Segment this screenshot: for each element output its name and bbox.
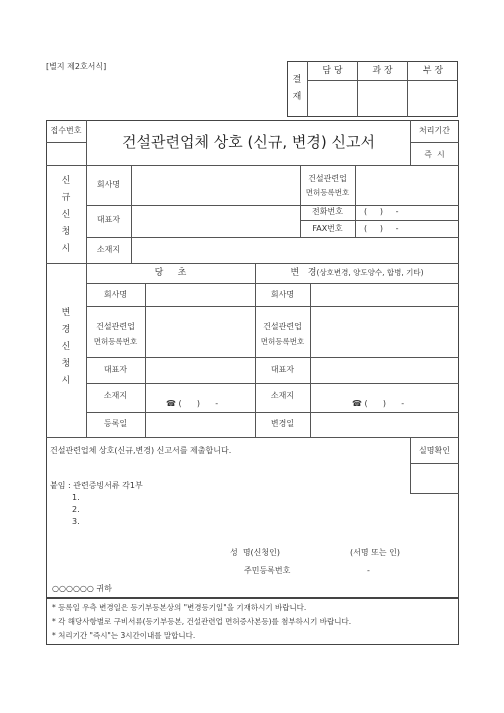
note-2: * 각 해당사항별로 구비서류(등기부등본, 건설관련업 면허증사본등)를 첨부하시기 바랍니다. bbox=[52, 617, 352, 626]
attachment-item-1: 1. bbox=[72, 493, 80, 502]
approval-sign-staff[interactable] bbox=[308, 81, 356, 116]
applicant-name-field[interactable] bbox=[290, 545, 346, 559]
new-fax-label: FAX번호 bbox=[312, 224, 343, 233]
after-company-label: 회사명 bbox=[270, 290, 295, 299]
new-phone-label: 전화번호 bbox=[312, 207, 343, 216]
approval-col-manager: 과 장 bbox=[372, 66, 393, 76]
change-after-header bbox=[255, 269, 459, 278]
new-company-field[interactable] bbox=[132, 166, 299, 204]
change-date-field[interactable] bbox=[311, 413, 458, 436]
approval-side-label: 결 재 bbox=[292, 75, 302, 102]
change-after-label: 변 경 bbox=[290, 268, 317, 278]
before-company-field[interactable] bbox=[146, 284, 254, 305]
after-company-field[interactable] bbox=[311, 284, 458, 305]
new-license-label bbox=[300, 172, 355, 200]
new-rep-field[interactable] bbox=[132, 206, 299, 236]
new-fax-value[interactable]: ( ) - bbox=[364, 224, 399, 233]
recipient-label: ○○○○○○ 귀하 bbox=[52, 584, 112, 593]
before-company-label: 회사명 bbox=[103, 290, 128, 299]
after-license-field[interactable] bbox=[311, 307, 458, 356]
attachment-item-2: 2. bbox=[72, 505, 80, 514]
resident-no-value[interactable]: - bbox=[367, 566, 370, 575]
new-license-field[interactable] bbox=[356, 166, 458, 204]
processing-period-value: 즉 시 bbox=[424, 150, 445, 159]
receipt-no-field[interactable] bbox=[47, 143, 85, 164]
resident-no-label: 주민등록번호 bbox=[244, 566, 291, 575]
sign-or-seal-note: (서명 또는 인) bbox=[350, 548, 400, 557]
approval-col-director: 부 장 bbox=[422, 66, 444, 76]
before-rep-label: 대표자 bbox=[103, 365, 128, 374]
after-license-label bbox=[255, 319, 310, 349]
note-1: * 등록일 우측 변경일은 등기부등본상의 "변경등기일"을 기재하시기 바랍니다. bbox=[52, 603, 307, 612]
reg-date-label: 등록일 bbox=[103, 419, 128, 428]
after-rep-field[interactable] bbox=[311, 358, 458, 382]
new-rep-label: 대표자 bbox=[96, 215, 121, 224]
change-after-note: (상호변경, 양도양수, 합병, 기타) bbox=[316, 268, 424, 277]
approval-col-staff: 담 당 bbox=[322, 66, 343, 76]
receipt-no-label: 접수번호 bbox=[50, 126, 82, 135]
before-phone-value[interactable]: ☎ ( ) - bbox=[166, 399, 219, 408]
form-title: 건설관련업체 상호 (신규, 변경) 신고서 bbox=[122, 133, 375, 151]
before-license-label-line1: 건설관련업 bbox=[96, 322, 135, 331]
note-3: * 처리기간 "즉시"는 3시간이내를 말합니다. bbox=[52, 631, 196, 640]
new-phone-value[interactable]: ( ) - bbox=[364, 207, 399, 216]
approval-sign-director[interactable] bbox=[408, 81, 457, 116]
processing-period-label: 처리기간 bbox=[419, 126, 450, 135]
approval-sign-manager[interactable] bbox=[358, 81, 406, 116]
change-date-label: 변경일 bbox=[270, 419, 295, 428]
declaration-statement: 건설관련업체 상호(신규,변경) 신고서를 제출합니다. bbox=[50, 446, 232, 455]
before-address-label: 소재지 bbox=[103, 391, 128, 400]
reg-date-field[interactable] bbox=[146, 413, 254, 436]
real-name-verify-label: 실명확인 bbox=[419, 446, 450, 455]
after-phone-value[interactable]: ☎ ( ) - bbox=[352, 399, 405, 408]
before-license-label bbox=[86, 319, 145, 349]
change-before-header: 당 초 bbox=[154, 268, 187, 278]
after-license-label-line1: 건설관련업 bbox=[263, 322, 302, 331]
after-rep-label: 대표자 bbox=[270, 365, 295, 374]
before-license-label-line2: 면허등록번호 bbox=[93, 337, 138, 346]
after-address-label: 소재지 bbox=[270, 391, 295, 400]
new-address-label: 소재지 bbox=[96, 245, 121, 254]
new-address-field[interactable] bbox=[132, 238, 458, 262]
new-company-label: 회사명 bbox=[96, 180, 121, 189]
attachment-label: 붙임 : 관련증빙서류 각1부 bbox=[50, 481, 143, 490]
change-section-label: 변 경 신 청 시 bbox=[61, 308, 71, 386]
applicant-name-label: 성 명(신청인) bbox=[230, 548, 280, 557]
new-license-label-line2: 면허등록번호 bbox=[305, 188, 350, 197]
real-name-verify-field[interactable] bbox=[411, 464, 458, 492]
new-section-label: 신 규 신 청 시 bbox=[61, 176, 71, 254]
before-rep-field[interactable] bbox=[146, 358, 254, 382]
new-license-label-line1: 건설관련업 bbox=[308, 174, 347, 183]
attachment-item-3: 3. bbox=[72, 517, 80, 526]
before-license-field[interactable] bbox=[146, 307, 254, 356]
form-label: [별지 제2호서식] bbox=[46, 62, 107, 71]
after-license-label-line2: 면허등록번호 bbox=[260, 337, 305, 346]
